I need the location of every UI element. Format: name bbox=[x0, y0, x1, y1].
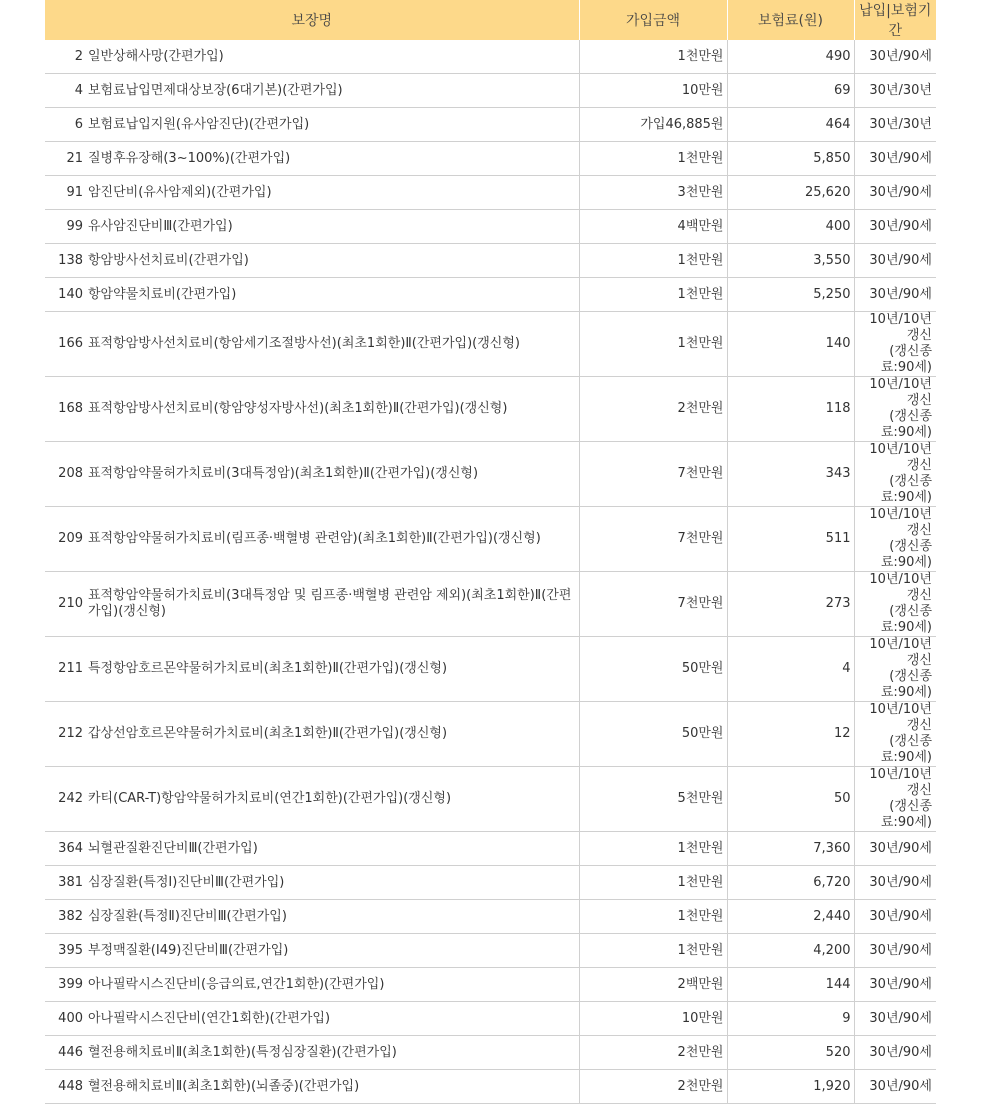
coverage-amount: 1천만원 bbox=[579, 40, 727, 74]
coverage-term-cell bbox=[854, 934, 936, 968]
coverage-name: 특정항암호르몬약물허가치료비(최초1회한)Ⅱ(간편가입)(갱신형) bbox=[88, 661, 448, 676]
coverage-premium: 511 bbox=[727, 507, 854, 572]
table-row bbox=[45, 968, 936, 1002]
coverage-term-cell bbox=[854, 767, 936, 832]
coverage-term-cell bbox=[854, 832, 936, 866]
coverage-renewal-end: (갱신종료:90세) bbox=[880, 344, 932, 375]
table-row bbox=[45, 767, 936, 832]
table-row bbox=[45, 507, 936, 572]
coverage-number: 91 bbox=[66, 184, 83, 200]
coverage-amount: 1천만원 bbox=[579, 900, 727, 934]
coverage-name: 아나필락시스진단비(응급의료,연간1회한)(간편가입) bbox=[88, 976, 385, 992]
coverage-term: 30년/90세 bbox=[869, 218, 932, 234]
coverage-amount: 1천만원 bbox=[579, 142, 727, 176]
coverage-number: 400 bbox=[58, 1010, 83, 1026]
coverage-renewal-end: (갱신종료:90세) bbox=[880, 409, 932, 440]
coverage-premium: 3,550 bbox=[727, 244, 854, 278]
coverage-premium: 520 bbox=[727, 1036, 854, 1070]
table-row bbox=[45, 1002, 936, 1036]
coverage-name: 표적항암방사선치료비(항암양성자방사선)(최초1회한)Ⅱ(간편가입)(갱신형) bbox=[88, 401, 508, 416]
coverage-term: 10년/10년갱신 bbox=[869, 702, 932, 733]
coverage-amount: 4백만원 bbox=[579, 210, 727, 244]
coverage-term: 30년/90세 bbox=[869, 1078, 932, 1094]
coverage-name-cell bbox=[45, 507, 579, 572]
coverage-name-cell bbox=[45, 377, 579, 442]
coverage-term: 10년/10년갱신 bbox=[869, 507, 932, 538]
coverage-renewal-end: (갱신종료:90세) bbox=[880, 604, 932, 635]
coverage-premium: 490 bbox=[727, 40, 854, 74]
coverage-amount: 7천만원 bbox=[579, 572, 727, 637]
coverage-renewal-end: (갱신종료:90세) bbox=[880, 669, 932, 700]
coverage-amount: 1천만원 bbox=[579, 278, 727, 312]
coverage-number: 395 bbox=[58, 942, 83, 958]
coverage-premium: 4,200 bbox=[727, 934, 854, 968]
coverage-number: 2 bbox=[74, 48, 83, 64]
table-row bbox=[45, 637, 936, 702]
coverage-renewal-end: (갱신종료:90세) bbox=[880, 734, 932, 765]
table-row bbox=[45, 572, 936, 637]
coverage-amount: 2백만원 bbox=[579, 968, 727, 1002]
coverage-term-cell bbox=[854, 572, 936, 637]
coverage-amount: 5천만원 bbox=[579, 767, 727, 832]
coverage-premium: 140 bbox=[727, 312, 854, 377]
coverage-name: 유사암진단비Ⅲ(간편가입) bbox=[88, 218, 233, 234]
coverage-name-cell bbox=[45, 108, 579, 142]
coverage-term-cell bbox=[854, 142, 936, 176]
coverage-term: 30년/90세 bbox=[869, 150, 932, 166]
coverage-term-cell bbox=[854, 637, 936, 702]
coverage-amount: 1천만원 bbox=[579, 866, 727, 900]
coverage-premium: 273 bbox=[727, 572, 854, 637]
coverage-term: 30년/90세 bbox=[869, 908, 932, 924]
coverage-term-cell bbox=[854, 702, 936, 767]
coverage-number: 211 bbox=[58, 661, 83, 676]
coverage-term-cell bbox=[854, 900, 936, 934]
header-premium: 보험료(원) bbox=[727, 0, 854, 40]
table-body bbox=[45, 40, 936, 1104]
table-row bbox=[45, 40, 936, 74]
table-row bbox=[45, 377, 936, 442]
coverage-number: 448 bbox=[58, 1078, 83, 1094]
coverage-name: 갑상선암호르몬약물허가치료비(최초1회한)Ⅱ(간편가입)(갱신형) bbox=[88, 726, 448, 741]
coverage-number: 138 bbox=[58, 252, 83, 268]
coverage-term: 10년/10년갱신 bbox=[869, 637, 932, 668]
coverage-renewal-end: (갱신종료:90세) bbox=[880, 539, 932, 570]
table-row bbox=[45, 702, 936, 767]
coverage-number: 382 bbox=[58, 908, 83, 924]
coverage-premium: 400 bbox=[727, 210, 854, 244]
coverage-name-cell bbox=[45, 278, 579, 312]
coverage-name: 항암방사선치료비(간편가입) bbox=[88, 252, 249, 268]
table-row bbox=[45, 900, 936, 934]
coverage-premium: 69 bbox=[727, 74, 854, 108]
coverage-name: 항암약물치료비(간편가입) bbox=[88, 286, 237, 302]
coverage-amount: 가입46,885원 bbox=[579, 108, 727, 142]
table-row bbox=[45, 176, 936, 210]
coverage-term: 30년/90세 bbox=[869, 286, 932, 302]
coverage-premium: 9 bbox=[727, 1002, 854, 1036]
coverage-number: 242 bbox=[58, 791, 83, 806]
table-header-row bbox=[45, 0, 936, 40]
coverage-name-cell bbox=[45, 442, 579, 507]
coverage-premium: 2,440 bbox=[727, 900, 854, 934]
coverage-term: 10년/10년갱신 bbox=[869, 572, 932, 603]
coverage-premium: 1,920 bbox=[727, 1070, 854, 1104]
coverage-name-cell bbox=[45, 767, 579, 832]
table-row bbox=[45, 1070, 936, 1104]
coverage-name-cell bbox=[45, 968, 579, 1002]
coverage-name-cell bbox=[45, 1002, 579, 1036]
coverage-premium: 7,360 bbox=[727, 832, 854, 866]
coverage-table-container bbox=[45, 0, 936, 1104]
coverage-term: 30년/90세 bbox=[869, 48, 932, 64]
coverage-amount: 7천만원 bbox=[579, 507, 727, 572]
coverage-number: 21 bbox=[66, 150, 83, 166]
coverage-name: 표적항암약물허가치료비(3대특정암)(최초1회한)Ⅱ(간편가입)(갱신형) bbox=[88, 466, 479, 481]
coverage-amount: 7천만원 bbox=[579, 442, 727, 507]
coverage-number: 364 bbox=[58, 840, 83, 856]
coverage-term: 10년/10년갱신 bbox=[869, 377, 932, 408]
coverage-amount: 50만원 bbox=[579, 637, 727, 702]
coverage-renewal-end: (갱신종료:90세) bbox=[880, 474, 932, 505]
coverage-premium: 464 bbox=[727, 108, 854, 142]
coverage-term-cell bbox=[854, 377, 936, 442]
coverage-amount: 1천만원 bbox=[579, 934, 727, 968]
coverage-number: 210 bbox=[58, 596, 83, 611]
coverage-number: 99 bbox=[66, 218, 83, 234]
coverage-premium: 4 bbox=[727, 637, 854, 702]
table-row bbox=[45, 1036, 936, 1070]
coverage-name-cell bbox=[45, 210, 579, 244]
coverage-number: 6 bbox=[74, 116, 83, 132]
coverage-term: 10년/10년갱신 bbox=[869, 442, 932, 473]
coverage-name-cell bbox=[45, 572, 579, 637]
coverage-amount: 2천만원 bbox=[579, 1070, 727, 1104]
header-term: 납입|보험기간 bbox=[854, 0, 936, 40]
coverage-term-cell bbox=[854, 968, 936, 1002]
coverage-name: 카티(CAR-T)항암약물허가치료비(연간1회한)(간편가입)(갱신형) bbox=[88, 791, 452, 806]
header-coverage-name: 보장명 bbox=[45, 0, 579, 40]
coverage-name: 심장질환(특정Ⅱ)진단비Ⅲ(간편가입) bbox=[88, 908, 287, 924]
coverage-term-cell bbox=[854, 507, 936, 572]
table-row bbox=[45, 108, 936, 142]
coverage-term-cell bbox=[854, 210, 936, 244]
coverage-premium: 12 bbox=[727, 702, 854, 767]
coverage-name: 일반상해사망(간편가입) bbox=[88, 48, 224, 64]
table-row bbox=[45, 934, 936, 968]
coverage-term: 10년/10년갱신 bbox=[869, 767, 932, 798]
coverage-amount: 10만원 bbox=[579, 1002, 727, 1036]
coverage-name: 아나필락시스진단비(연간1회한)(간편가입) bbox=[88, 1010, 331, 1026]
coverage-name-cell bbox=[45, 312, 579, 377]
coverage-term: 30년/90세 bbox=[869, 1010, 932, 1026]
coverage-number: 209 bbox=[58, 531, 83, 546]
coverage-term-cell bbox=[854, 1070, 936, 1104]
coverage-term-cell bbox=[854, 278, 936, 312]
coverage-name: 보험료납입면제대상보장(6대기본)(간편가입) bbox=[88, 82, 343, 98]
coverage-term: 30년/30년 bbox=[869, 116, 932, 132]
coverage-number: 381 bbox=[58, 874, 83, 890]
coverage-premium: 6,720 bbox=[727, 866, 854, 900]
coverage-premium: 25,620 bbox=[727, 176, 854, 210]
coverage-name: 심장질환(특정Ⅰ)진단비Ⅲ(간편가입) bbox=[88, 874, 285, 890]
coverage-premium: 118 bbox=[727, 377, 854, 442]
table-row bbox=[45, 142, 936, 176]
coverage-term-cell bbox=[854, 108, 936, 142]
coverage-name-cell bbox=[45, 74, 579, 108]
table-row bbox=[45, 442, 936, 507]
coverage-name: 질병후유장해(3~100%)(간편가입) bbox=[88, 150, 291, 166]
coverage-term: 30년/90세 bbox=[869, 252, 932, 268]
coverage-term-cell bbox=[854, 244, 936, 278]
coverage-number: 399 bbox=[58, 976, 83, 992]
coverage-name-cell bbox=[45, 244, 579, 278]
coverage-amount: 1천만원 bbox=[579, 244, 727, 278]
coverage-number: 4 bbox=[74, 82, 83, 98]
table-row bbox=[45, 210, 936, 244]
coverage-term-cell bbox=[854, 1036, 936, 1070]
coverage-premium: 5,250 bbox=[727, 278, 854, 312]
coverage-name-cell bbox=[45, 1070, 579, 1104]
coverage-number: 212 bbox=[58, 726, 83, 741]
coverage-term: 30년/90세 bbox=[869, 874, 932, 890]
coverage-name-cell bbox=[45, 637, 579, 702]
coverage-name: 혈전용해치료비Ⅱ(최초1회한)(뇌졸중)(간편가입) bbox=[88, 1078, 360, 1094]
coverage-name-cell bbox=[45, 142, 579, 176]
coverage-amount: 2천만원 bbox=[579, 377, 727, 442]
coverage-number: 166 bbox=[58, 336, 83, 351]
coverage-number: 140 bbox=[58, 286, 83, 302]
coverage-name-cell bbox=[45, 176, 579, 210]
coverage-amount: 1천만원 bbox=[579, 832, 727, 866]
coverage-name-cell bbox=[45, 900, 579, 934]
coverage-name: 표적항암약물허가치료비(림프종·백혈병 관련암)(최초1회한)Ⅱ(간편가입)(갱신형) bbox=[88, 531, 541, 546]
coverage-amount: 2천만원 bbox=[579, 1036, 727, 1070]
table-row bbox=[45, 74, 936, 108]
coverage-name: 혈전용해치료비Ⅱ(최초1회한)(특정심장질환)(간편가입) bbox=[88, 1044, 397, 1060]
table-row bbox=[45, 312, 936, 377]
coverage-term: 30년/90세 bbox=[869, 1044, 932, 1060]
coverage-term-cell bbox=[854, 1002, 936, 1036]
coverage-name: 표적항암약물허가치료비(3대특정암 및 림프종·백혈병 관련암 제외)(최초1회한)Ⅱ(간편가입)(갱신형) bbox=[88, 588, 572, 619]
coverage-renewal-end: (갱신종료:90세) bbox=[880, 799, 932, 830]
coverage-term-cell bbox=[854, 442, 936, 507]
coverage-table bbox=[45, 0, 936, 1104]
coverage-name: 뇌혈관질환진단비Ⅲ(간편가입) bbox=[88, 840, 258, 856]
coverage-premium: 5,850 bbox=[727, 142, 854, 176]
coverage-name-cell bbox=[45, 832, 579, 866]
coverage-amount: 10만원 bbox=[579, 74, 727, 108]
coverage-name: 암진단비(유사암제외)(간편가입) bbox=[88, 184, 272, 200]
coverage-term: 10년/10년갱신 bbox=[869, 312, 932, 343]
coverage-name-cell bbox=[45, 702, 579, 767]
table-row bbox=[45, 832, 936, 866]
table-row bbox=[45, 278, 936, 312]
coverage-premium: 343 bbox=[727, 442, 854, 507]
coverage-premium: 50 bbox=[727, 767, 854, 832]
coverage-name: 부정맥질환(Ⅰ49)진단비Ⅲ(간편가입) bbox=[88, 942, 289, 958]
coverage-number: 208 bbox=[58, 466, 83, 481]
coverage-term: 30년/90세 bbox=[869, 184, 932, 200]
coverage-term: 30년/90세 bbox=[869, 942, 932, 958]
coverage-term-cell bbox=[854, 74, 936, 108]
coverage-amount: 1천만원 bbox=[579, 312, 727, 377]
coverage-number: 168 bbox=[58, 401, 83, 416]
coverage-name-cell bbox=[45, 40, 579, 74]
coverage-number: 446 bbox=[58, 1044, 83, 1060]
coverage-term: 30년/90세 bbox=[869, 976, 932, 992]
coverage-term: 30년/90세 bbox=[869, 840, 932, 856]
coverage-term-cell bbox=[854, 176, 936, 210]
table-row bbox=[45, 244, 936, 278]
coverage-name: 보험료납입지원(유사암진단)(간편가입) bbox=[88, 116, 310, 132]
coverage-name-cell bbox=[45, 934, 579, 968]
coverage-term-cell bbox=[854, 40, 936, 74]
coverage-amount: 3천만원 bbox=[579, 176, 727, 210]
header-amount: 가입금액 bbox=[579, 0, 727, 40]
coverage-amount: 50만원 bbox=[579, 702, 727, 767]
coverage-term-cell bbox=[854, 312, 936, 377]
coverage-name: 표적항암방사선치료비(항암세기조절방사선)(최초1회한)Ⅱ(간편가입)(갱신형) bbox=[88, 336, 520, 351]
coverage-premium: 144 bbox=[727, 968, 854, 1002]
coverage-name-cell bbox=[45, 1036, 579, 1070]
coverage-term: 30년/30년 bbox=[869, 82, 932, 98]
